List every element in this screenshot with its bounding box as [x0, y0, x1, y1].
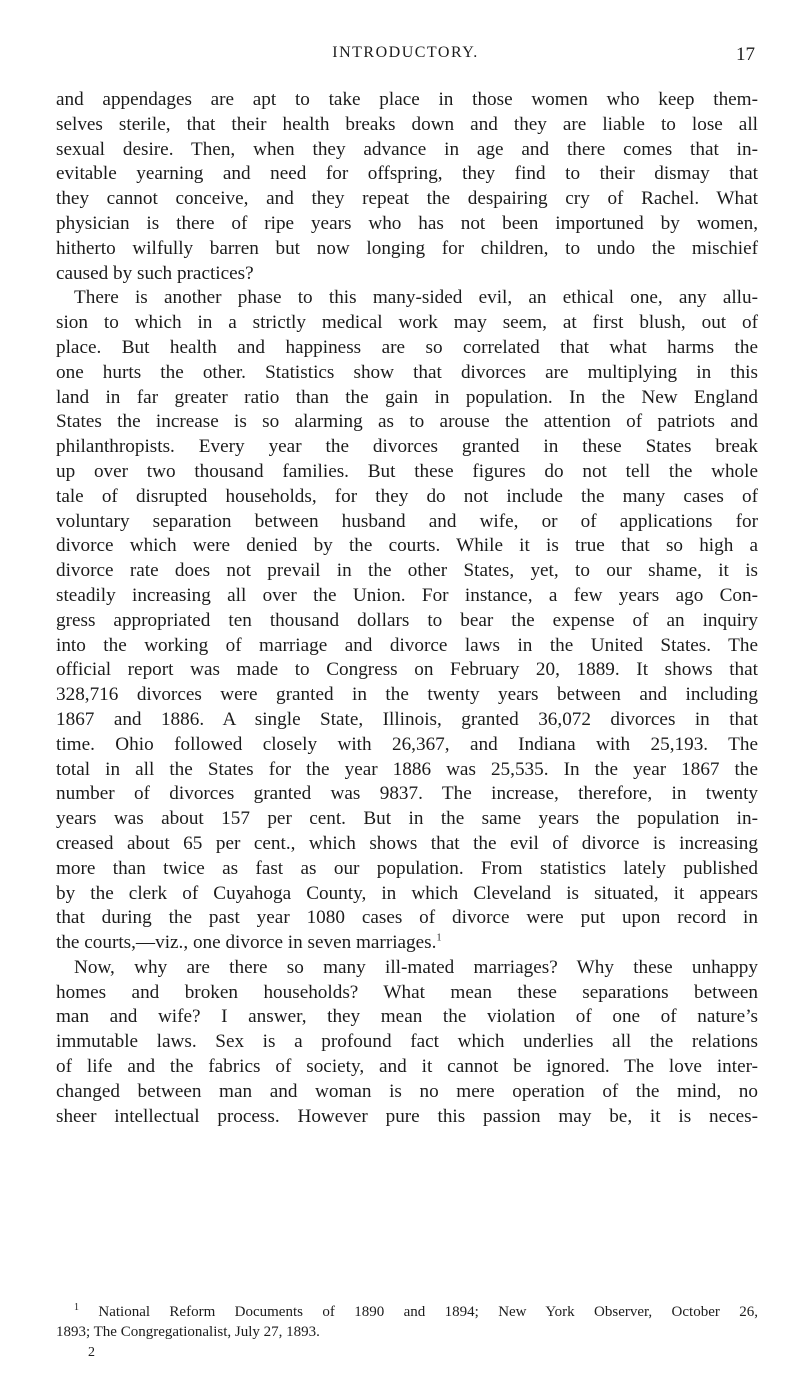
text-line: physician is there of ripe years who has not been importuned by women, [56, 212, 758, 234]
text-line: caused by such practices? [56, 262, 254, 284]
text-line: evitable yearning and need for offspring, they find to their dismay that [56, 163, 758, 185]
text-line: There is another phase to this many-sided evil, an ethical one, any allu- [74, 287, 758, 309]
page-number: 17 [736, 44, 755, 65]
text-line: one hurts the other. Statistics show that divorces are multiplying in this [56, 361, 758, 383]
text-line: selves sterile, that their health breaks down and they are liable to lose all [56, 113, 758, 135]
signature-mark: 2 [88, 1345, 95, 1360]
text-line: total in all the States for the year 1886 was 25,535. In the year 1867 the [56, 758, 758, 780]
text-line: land in far greater ratio than the gain in population. In the New England [56, 386, 758, 408]
text-line: steadily increasing all over the Union. For instance, a few years ago Con- [56, 584, 758, 606]
text-line: tale of disrupted households, for they do not include the many cases of [56, 485, 758, 507]
text-line: official report was made to Congress on February 20, 1889. It shows that [56, 659, 758, 681]
footnote-line [56, 1302, 758, 1322]
text-line: man and wife? I answer, they mean the violation of one of nature’s [56, 1006, 758, 1028]
footnote-reference: 1 [436, 932, 442, 944]
text-line: creased about 65 per cent., which shows that the evil of divorce is increasing [56, 832, 758, 854]
text-line: sexual desire. Then, when they advance in age and there comes that in- [56, 138, 758, 160]
text-line: States the increase is so alarming as to arouse the attention of patriots and [56, 411, 758, 433]
text-line: place. But health and happiness are so correlated that what harms the [56, 336, 758, 358]
text-line: time. Ohio followed closely with 26,367, and Indiana with 25,193. The [56, 733, 758, 755]
text-line: that during the past year 1080 cases of divorce were put upon record in [56, 907, 758, 929]
text-line: philanthropists. Every year the divorces granted in these States break [56, 436, 758, 458]
text-line: homes and broken households? What mean these separations between [56, 981, 758, 1003]
text-line: more than twice as fast as our population. From statistics lately published [56, 857, 758, 879]
text-line: sion to which in a strictly medical work may seem, at first blush, out of [56, 312, 758, 334]
text-line: into the working of marriage and divorce laws in the United States. The [56, 634, 758, 656]
footnote-marker: 1 [74, 1302, 79, 1313]
text-line: by the clerk of Cuyahoga County, in which Cleveland is situated, it appears [56, 882, 758, 904]
text-line-content: the courts,—viz., one divorce in seven marriages. [56, 932, 437, 954]
text-line: immutable laws. Sex is a profound fact which underlies all the relations [56, 1031, 758, 1053]
footnote [56, 1302, 758, 1342]
text-line: 1867 and 1886. A single State, Illinois, granted 36,072 divorces in that [56, 708, 758, 730]
running-head: INTRODUCTORY. [332, 44, 479, 61]
text-line: gress appropriated ten thousand dollars to bear the expense of an inquiry [56, 609, 758, 631]
text-line: sheer intellectual process. However pure this passion may be, it is neces- [56, 1105, 758, 1127]
text-line: of life and the fabrics of society, and it cannot be ignored. The love inter- [56, 1056, 758, 1078]
text-line: 328,716 divorces were granted in the twenty years between and including [56, 684, 758, 706]
text-line-with-footnote [56, 931, 758, 956]
text-line: changed between man and woman is no mere operation of the mind, no [56, 1080, 758, 1102]
footnote-text: National Reform Documents of 1890 and 1894; New York Observer, October 26, [98, 1304, 759, 1320]
text-line: up over two thousand families. But these figures do not tell the whole [56, 460, 758, 482]
text-line: and appendages are apt to take place in those women who keep them- [56, 89, 758, 110]
text-line: divorce which were denied by the courts. While it is true that so high a [56, 535, 758, 557]
text-line: they cannot conceive, and they repeat the despairing cry of Rachel. What [56, 188, 758, 210]
text-line: voluntary separation between husband and wife, or of applications for [56, 510, 758, 532]
text-line: hitherto wilfully barren but now longing for children, to undo the mischief [56, 237, 758, 259]
text-line: Now, why are there so many ill-mated marriages? Why these unhappy [74, 956, 758, 978]
footnote-line: 1893; The Congregationalist, July 27, 1893. [56, 1324, 320, 1340]
text-line: number of divorces granted was 9837. The increase, therefore, in twenty [56, 783, 758, 805]
page-header [56, 44, 755, 70]
text-line: divorce rate does not prevail in the other States, yet, to our shame, it is [56, 560, 758, 582]
body-text [56, 88, 758, 1129]
text-line: years was about 157 per cent. But in the same years the population in- [56, 808, 758, 830]
